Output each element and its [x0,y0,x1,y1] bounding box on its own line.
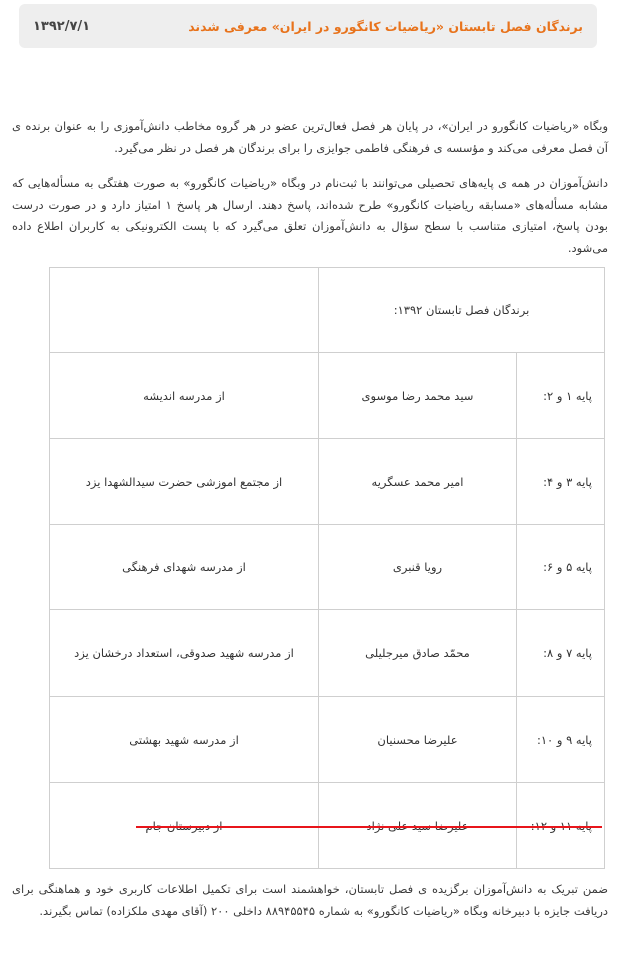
news-header [19,4,597,48]
winner-name-cell: علیرضا محسنیان [319,697,517,783]
closing-paragraph: ضمن تبریک به دانش‌آموزان برگزیده ی فصل تابستان، خواهشمند است برای تکمیل اطلاعات کاربری خود و هماهنگی برای دریافت جایزه با دبیرخانه وبگاه «ریاضیات کانگورو» به شماره ۸۸۹۴۵۵۴۵ داخلی ۲۰۰ (آقای مهدی ملکزاده) تماس بگیرند. [12,882,608,918]
winner-name-cell: سید محمد رضا موسوی [319,353,517,439]
news-date: ۱۳۹۲/۷/۱ [33,18,91,34]
table-row [50,353,605,439]
intro-paragraph-2: دانش‌آموزان در همه ی پایه‌های تحصیلی می‌توانند با ثبت‌نام در وبگاه «ریاضیات کانگورو» به صورت هفتگی به مسأله‌هایی که مشابه مسأله‌های «مسابقه ریاضیات کانگورو» طرح شده‌اند، پاسخ دهند. ارسال هر پاسخ ۱ امتیاز دارد و در صورت درست بودن پاسخ، امتیازی متناسب با سطح سؤال به دانش‌آموزان تعلق می‌گیرد که با پست الکترونیکی به کاربران اطلاع داده می‌شود. [12,176,608,255]
table-row [50,525,605,610]
table-heading-blank [50,268,319,353]
highlight-underline [136,826,602,828]
winner-name-cell: امیر محمد عسگریه [319,439,517,525]
grade-cell: پایه ۷ و ۸: [517,610,605,697]
intro-paragraph-1: وبگاه «ریاضیات کانگورو در ایران»، در پایان هر فصل فعال‌ترین عضو در هر گروه مخاطب دانش‌آموزی را به عنوان برنده ی آن فصل معرفی می‌کند و مؤسسه ی فرهنگی فاطمی جوایزی را برای برندگان هر فصل در نظر می‌گیرد. [12,119,608,155]
winner-name-cell: محمّد صادق میرجلیلی [319,610,517,697]
table-row [50,610,605,697]
school-cell: از مدرسه اندیشه [50,353,319,439]
school-cell: از مدرسه شهدای فرهنگی [50,525,319,610]
table-heading: برندگان فصل تابستان ۱۳۹۲: [319,268,605,353]
school-cell: از مجتمع اموزشی حضرت سیدالشهدا یزد [50,439,319,525]
winner-name-cell: رویا قنبری [319,525,517,610]
grade-cell: پایه ۹ و ۱۰: [517,697,605,783]
table-heading-row [50,268,605,353]
table-row [50,439,605,525]
grade-cell: پایه ۵ و ۶: [517,525,605,610]
grade-cell: پایه ۱ و ۲: [517,353,605,439]
table-row [50,697,605,783]
news-title[interactable]: برندگان فصل تابستان «ریاضیات کانگورو در ایران» معرفی شدند [188,18,583,34]
grade-cell: پایه ۳ و ۴: [517,439,605,525]
school-cell: از مدرسه شهید بهشتی [50,697,319,783]
school-cell: از مدرسه شهید صدوقی، استعداد درخشان یزد [50,610,319,697]
winners-table [49,267,605,869]
